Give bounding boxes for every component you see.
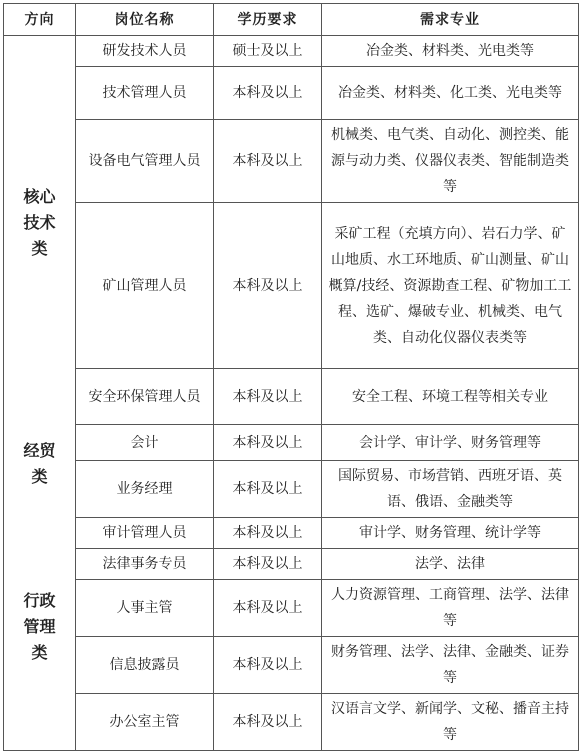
position-cell: 法律事务专员	[76, 549, 214, 580]
table-row	[4, 120, 579, 203]
education-cell: 本科及以上	[214, 369, 322, 425]
position-cell: 设备电气管理人员	[76, 120, 214, 203]
recruitment-table	[3, 3, 579, 751]
position-cell: 会计	[76, 425, 214, 461]
major-cell: 冶金类、材料类、光电类等	[322, 36, 579, 67]
position-cell: 审计管理人员	[76, 518, 214, 549]
category-admin: 行政 管理 类	[23, 591, 56, 662]
major-cell: 财务管理、法学、法律、金融类、证券等	[322, 637, 579, 694]
table-row	[4, 549, 579, 580]
major-cell: 安全工程、环境工程等相关专业	[322, 369, 579, 425]
education-cell: 本科及以上	[214, 549, 322, 580]
position-cell: 信息披露员	[76, 637, 214, 694]
table-row	[4, 694, 579, 751]
header-education: 学历要求	[214, 4, 322, 36]
education-cell: 本科及以上	[214, 67, 322, 120]
major-cell: 冶金类、材料类、化工类、光电类等	[322, 67, 579, 120]
category-core: 核心 技术 类	[23, 187, 56, 258]
header-position: 岗位名称	[76, 4, 214, 36]
major-cell: 审计学、财务管理、统计学等	[322, 518, 579, 549]
position-cell: 办公室主管	[76, 694, 214, 751]
education-cell: 本科及以上	[214, 580, 322, 637]
category-trade: 经贸 类	[23, 441, 56, 486]
table-row	[4, 580, 579, 637]
major-cell: 汉语言文学、新闻学、文秘、播音主持等	[322, 694, 579, 751]
position-cell: 业务经理	[76, 461, 214, 518]
table-row	[4, 461, 579, 518]
table-row	[4, 637, 579, 694]
education-cell: 本科及以上	[214, 518, 322, 549]
major-cell: 会计学、审计学、财务管理等	[322, 425, 579, 461]
education-cell: 本科及以上	[214, 203, 322, 369]
education-cell: 本科及以上	[214, 425, 322, 461]
table-row	[4, 425, 579, 461]
major-cell: 人力资源管理、工商管理、法学、法律等	[322, 580, 579, 637]
major-cell: 国际贸易、市场营销、西班牙语、英语、俄语、金融类等	[322, 461, 579, 518]
direction-column	[4, 36, 76, 751]
position-cell: 矿山管理人员	[76, 203, 214, 369]
major-cell: 采矿工程（充填方向）、岩石力学、矿山地质、水工环地质、矿山测量、矿山概算/技经、资源勘查工程、矿物加工工程、选矿、爆破专业、机械类、电气类、自动化仪器仪表类等	[322, 203, 579, 369]
education-cell: 本科及以上	[214, 637, 322, 694]
header-major: 需求专业	[322, 4, 579, 36]
position-cell: 人事主管	[76, 580, 214, 637]
position-cell: 技术管理人员	[76, 67, 214, 120]
table-row	[4, 36, 579, 67]
major-cell: 机械类、电气类、自动化、测控类、能源与动力类、仪器仪表类、智能制造类等	[322, 120, 579, 203]
education-cell: 本科及以上	[214, 461, 322, 518]
table-row	[4, 369, 579, 425]
table-row	[4, 518, 579, 549]
position-cell: 研发技术人员	[76, 36, 214, 67]
position-cell: 安全环保管理人员	[76, 369, 214, 425]
table-row	[4, 203, 579, 369]
header-row	[4, 4, 579, 36]
header-direction: 方向	[4, 4, 76, 36]
education-cell: 本科及以上	[214, 120, 322, 203]
education-cell: 本科及以上	[214, 694, 322, 751]
education-cell: 硕士及以上	[214, 36, 322, 67]
major-cell: 法学、法律	[322, 549, 579, 580]
table-row	[4, 67, 579, 120]
